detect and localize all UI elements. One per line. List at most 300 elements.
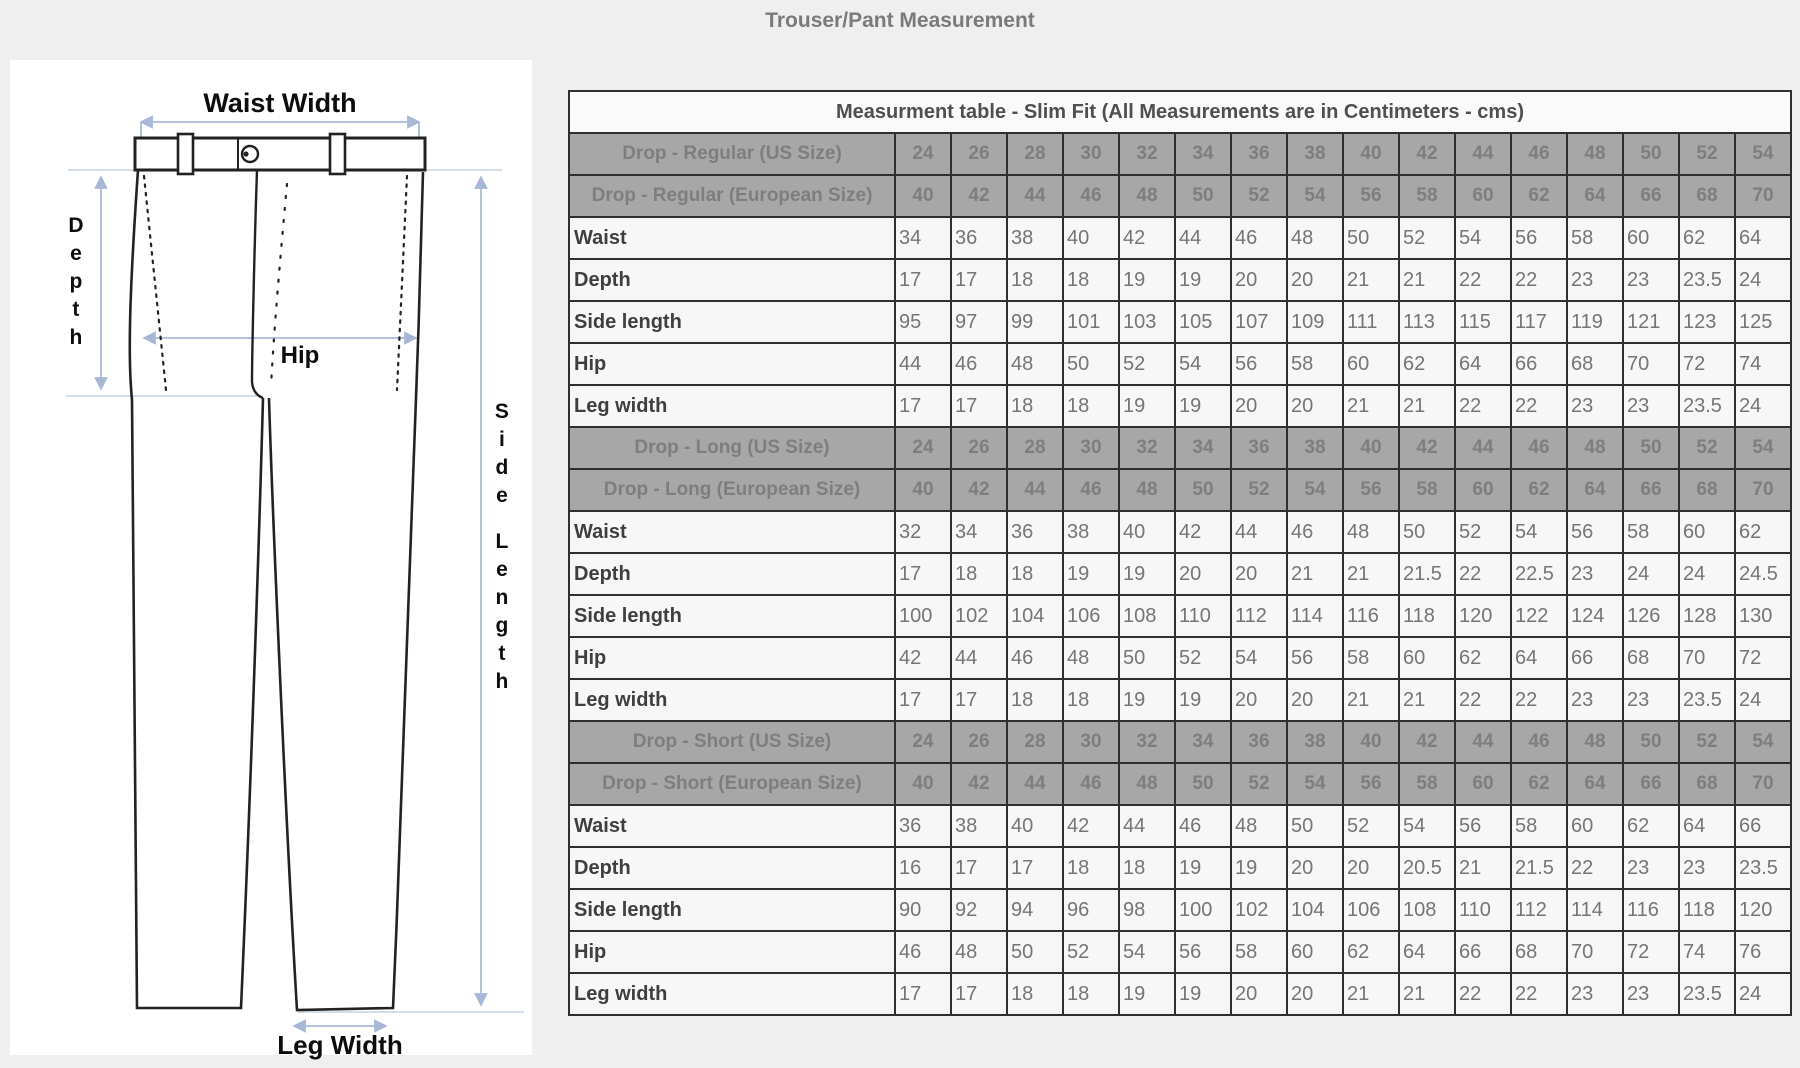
measurement-value-cell: 19 [1119, 385, 1175, 427]
measurement-row [569, 679, 1791, 721]
us-size-cell: 26 [951, 133, 1007, 175]
page-title: Trouser/Pant Measurement [765, 9, 1035, 32]
measurement-value-cell: 19 [1063, 553, 1119, 595]
measurement-value-cell: 50 [1007, 931, 1063, 973]
measurement-label: Waist [569, 217, 895, 259]
measurement-label: Side length [569, 301, 895, 343]
eu-size-cell: 44 [1007, 175, 1063, 217]
measurement-value-cell: 21.5 [1511, 847, 1567, 889]
us-size-cell: 36 [1231, 721, 1287, 763]
measurement-value-cell: 48 [1063, 637, 1119, 679]
measurement-value-cell: 120 [1455, 595, 1511, 637]
diagram-label-depth: Depth [68, 214, 84, 349]
measurement-value-cell: 105 [1175, 301, 1231, 343]
us-size-cell: 44 [1455, 427, 1511, 469]
measurement-label: Leg width [569, 385, 895, 427]
trouser-diagram [10, 60, 532, 1060]
measurement-value-cell: 46 [1231, 217, 1287, 259]
measurement-value-cell: 68 [1567, 343, 1623, 385]
measurement-value-cell: 60 [1399, 637, 1455, 679]
eu-size-cell: 62 [1511, 763, 1567, 805]
measurement-value-cell: 17 [951, 259, 1007, 301]
measurement-value-cell: 126 [1623, 595, 1679, 637]
measurement-value-cell: 22 [1455, 553, 1511, 595]
measurement-value-cell: 23.5 [1679, 259, 1735, 301]
measurement-value-cell: 76 [1735, 931, 1791, 973]
measurement-value-cell: 102 [1231, 889, 1287, 931]
eu-size-cell: 44 [1007, 469, 1063, 511]
measurement-value-cell: 96 [1063, 889, 1119, 931]
measurement-value-cell: 60 [1679, 511, 1735, 553]
eu-size-cell: 46 [1063, 763, 1119, 805]
measurement-value-cell: 54 [1399, 805, 1455, 847]
measurement-value-cell: 94 [1007, 889, 1063, 931]
diagram-label-side-length: Side [494, 400, 509, 507]
us-size-cell: 42 [1399, 427, 1455, 469]
measurement-row [569, 553, 1791, 595]
measurement-value-cell: 70 [1623, 343, 1679, 385]
us-size-cell: 46 [1511, 427, 1567, 469]
measurement-value-cell: 52 [1119, 343, 1175, 385]
measurement-value-cell: 21 [1343, 385, 1399, 427]
measurement-value-cell: 20 [1287, 847, 1343, 889]
section-us-label: Drop - Short (US Size) [569, 721, 895, 763]
measurement-row [569, 805, 1791, 847]
eu-size-cell: 70 [1735, 763, 1791, 805]
measurement-value-cell: 60 [1567, 805, 1623, 847]
us-size-cell: 48 [1567, 721, 1623, 763]
measurement-value-cell: 106 [1343, 889, 1399, 931]
measurement-value-cell: 56 [1455, 805, 1511, 847]
measurement-value-cell: 50 [1343, 217, 1399, 259]
measurement-value-cell: 42 [1063, 805, 1119, 847]
us-size-cell: 28 [1007, 427, 1063, 469]
measurement-value-cell: 38 [1007, 217, 1063, 259]
measurement-value-cell: 19 [1175, 973, 1231, 1015]
measurement-label: Depth [569, 259, 895, 301]
measurement-value-cell: 44 [895, 343, 951, 385]
eu-size-cell: 62 [1511, 469, 1567, 511]
measurement-value-cell: 62 [1735, 511, 1791, 553]
measurement-value-cell: 19 [1231, 847, 1287, 889]
section-header-row-eu [569, 763, 1791, 805]
measurement-value-cell: 123 [1679, 301, 1735, 343]
eu-size-cell: 52 [1231, 175, 1287, 217]
measurement-value-cell: 113 [1399, 301, 1455, 343]
measurement-value-cell: 17 [895, 385, 951, 427]
measurement-value-cell: 115 [1455, 301, 1511, 343]
measurement-value-cell: 58 [1623, 511, 1679, 553]
us-size-cell: 30 [1063, 721, 1119, 763]
measurement-value-cell: 21 [1343, 259, 1399, 301]
measurement-value-cell: 54 [1175, 343, 1231, 385]
measurement-value-cell: 23.5 [1679, 679, 1735, 721]
measurement-value-cell: 23.5 [1735, 847, 1791, 889]
measurement-value-cell: 21 [1343, 679, 1399, 721]
measurement-value-cell: 60 [1287, 931, 1343, 973]
measurement-value-cell: 124 [1567, 595, 1623, 637]
measurement-value-cell: 46 [895, 931, 951, 973]
us-size-cell: 50 [1623, 133, 1679, 175]
measurement-value-cell: 18 [1007, 973, 1063, 1015]
measurement-value-cell: 21 [1455, 847, 1511, 889]
us-size-cell: 28 [1007, 721, 1063, 763]
measurement-value-cell: 18 [1063, 259, 1119, 301]
measurement-value-cell: 62 [1399, 343, 1455, 385]
section-eu-label: Drop - Regular (European Size) [569, 175, 895, 217]
us-size-cell: 28 [1007, 133, 1063, 175]
measurement-value-cell: 42 [1175, 511, 1231, 553]
us-size-cell: 36 [1231, 427, 1287, 469]
measurement-value-cell: 104 [1007, 595, 1063, 637]
measurement-value-cell: 18 [1007, 259, 1063, 301]
measurement-row [569, 889, 1791, 931]
us-size-cell: 38 [1287, 133, 1343, 175]
measurement-value-cell: 100 [895, 595, 951, 637]
measurement-value-cell: 18 [1007, 385, 1063, 427]
us-size-cell: 54 [1735, 133, 1791, 175]
measurement-value-cell: 36 [895, 805, 951, 847]
us-size-cell: 48 [1567, 133, 1623, 175]
measurement-value-cell: 62 [1679, 217, 1735, 259]
eu-size-cell: 66 [1623, 175, 1679, 217]
eu-size-cell: 50 [1175, 469, 1231, 511]
eu-size-cell: 66 [1623, 763, 1679, 805]
measurement-value-cell: 109 [1287, 301, 1343, 343]
measurement-value-cell: 20 [1231, 973, 1287, 1015]
measurement-value-cell: 50 [1119, 637, 1175, 679]
eu-size-cell: 44 [1007, 763, 1063, 805]
measurement-value-cell: 108 [1119, 595, 1175, 637]
eu-size-cell: 64 [1567, 175, 1623, 217]
eu-size-cell: 42 [951, 175, 1007, 217]
measurement-value-cell: 24 [1735, 259, 1791, 301]
measurement-value-cell: 22 [1455, 259, 1511, 301]
measurement-value-cell: 21 [1287, 553, 1343, 595]
measurement-value-cell: 52 [1343, 805, 1399, 847]
measurement-value-cell: 54 [1231, 637, 1287, 679]
measurement-value-cell: 122 [1511, 595, 1567, 637]
measurement-value-cell: 68 [1623, 637, 1679, 679]
measurement-value-cell: 24 [1735, 973, 1791, 1015]
table-body [569, 133, 1791, 1015]
measurement-value-cell: 120 [1735, 889, 1791, 931]
measurement-value-cell: 112 [1511, 889, 1567, 931]
diagram-label-hip: Hip [280, 342, 320, 369]
measurement-value-cell: 110 [1175, 595, 1231, 637]
measurement-value-cell: 54 [1455, 217, 1511, 259]
measurement-value-cell: 19 [1175, 679, 1231, 721]
us-size-cell: 26 [951, 427, 1007, 469]
measurement-value-cell: 95 [895, 301, 951, 343]
measurement-label: Leg width [569, 973, 895, 1015]
eu-size-cell: 58 [1399, 763, 1455, 805]
eu-size-cell: 60 [1455, 175, 1511, 217]
measurement-row [569, 385, 1791, 427]
measurement-value-cell: 40 [1063, 217, 1119, 259]
measurement-value-cell: 34 [895, 217, 951, 259]
trouser-outline-drawing [10, 60, 532, 1055]
measurement-value-cell: 24 [1735, 385, 1791, 427]
us-size-cell: 52 [1679, 427, 1735, 469]
measurement-value-cell: 18 [1007, 679, 1063, 721]
measurement-value-cell: 44 [1175, 217, 1231, 259]
eu-size-cell: 64 [1567, 469, 1623, 511]
eu-size-cell: 70 [1735, 469, 1791, 511]
measurement-value-cell: 118 [1399, 595, 1455, 637]
measurement-value-cell: 97 [951, 301, 1007, 343]
measurement-value-cell: 20 [1231, 679, 1287, 721]
measurement-value-cell: 66 [1511, 343, 1567, 385]
measurement-label: Waist [569, 511, 895, 553]
measurement-value-cell: 42 [895, 637, 951, 679]
measurement-value-cell: 119 [1567, 301, 1623, 343]
measurement-value-cell: 17 [895, 973, 951, 1015]
measurement-value-cell: 23 [1623, 385, 1679, 427]
eu-size-cell: 68 [1679, 763, 1735, 805]
measurement-value-cell: 50 [1399, 511, 1455, 553]
us-size-cell: 40 [1343, 721, 1399, 763]
diagram-label-waist-width: Waist Width [203, 88, 357, 118]
measurement-value-cell: 106 [1063, 595, 1119, 637]
eu-size-cell: 68 [1679, 469, 1735, 511]
table-title: Measurment table - Slim Fit (All Measurements are in Centimeters - cms) [569, 91, 1791, 133]
measurement-value-cell: 18 [1119, 847, 1175, 889]
eu-size-cell: 56 [1343, 763, 1399, 805]
measurement-value-cell: 20 [1231, 259, 1287, 301]
measurement-value-cell: 21 [1343, 973, 1399, 1015]
measurement-value-cell: 20 [1175, 553, 1231, 595]
eu-size-cell: 60 [1455, 763, 1511, 805]
eu-size-cell: 70 [1735, 175, 1791, 217]
measurement-value-cell: 23 [1679, 847, 1735, 889]
section-us-label: Drop - Long (US Size) [569, 427, 895, 469]
measurement-value-cell: 22 [1511, 679, 1567, 721]
measurement-value-cell: 44 [951, 637, 1007, 679]
section-header-row-us [569, 721, 1791, 763]
eu-size-cell: 40 [895, 763, 951, 805]
measurement-value-cell: 58 [1287, 343, 1343, 385]
eu-size-cell: 42 [951, 469, 1007, 511]
measurement-value-cell: 48 [1287, 217, 1343, 259]
measurement-value-cell: 46 [1007, 637, 1063, 679]
section-header-row-eu [569, 469, 1791, 511]
measurement-value-cell: 104 [1287, 889, 1343, 931]
measurement-value-cell: 121 [1623, 301, 1679, 343]
eu-size-cell: 50 [1175, 763, 1231, 805]
measurement-value-cell: 23 [1567, 973, 1623, 1015]
measurement-label: Hip [569, 637, 895, 679]
eu-size-cell: 62 [1511, 175, 1567, 217]
us-size-cell: 24 [895, 133, 951, 175]
measurement-value-cell: 42 [1119, 217, 1175, 259]
eu-size-cell: 64 [1567, 763, 1623, 805]
measurement-value-cell: 22 [1567, 847, 1623, 889]
measurement-value-cell: 22 [1511, 973, 1567, 1015]
eu-size-cell: 54 [1287, 763, 1343, 805]
measurement-value-cell: 130 [1735, 595, 1791, 637]
diagram-label-side-length-2: Length [495, 530, 509, 693]
measurement-row [569, 637, 1791, 679]
us-size-cell: 32 [1119, 427, 1175, 469]
us-size-cell: 30 [1063, 427, 1119, 469]
section-eu-label: Drop - Short (European Size) [569, 763, 895, 805]
measurement-value-cell: 24 [1623, 553, 1679, 595]
us-size-cell: 54 [1735, 721, 1791, 763]
us-size-cell: 40 [1343, 427, 1399, 469]
us-size-cell: 30 [1063, 133, 1119, 175]
measurement-value-cell: 23 [1567, 385, 1623, 427]
measurement-value-cell: 72 [1679, 343, 1735, 385]
measurement-row [569, 973, 1791, 1015]
measurement-value-cell: 22 [1455, 973, 1511, 1015]
measurement-value-cell: 46 [1287, 511, 1343, 553]
measurement-value-cell: 17 [895, 679, 951, 721]
us-size-cell: 26 [951, 721, 1007, 763]
measurement-value-cell: 24 [1735, 679, 1791, 721]
measurement-value-cell: 54 [1511, 511, 1567, 553]
measurement-value-cell: 52 [1455, 511, 1511, 553]
eu-size-cell: 48 [1119, 763, 1175, 805]
measurement-value-cell: 18 [1007, 553, 1063, 595]
measurement-value-cell: 17 [1007, 847, 1063, 889]
measurement-value-cell: 48 [1007, 343, 1063, 385]
eu-size-cell: 40 [895, 469, 951, 511]
measurement-row [569, 343, 1791, 385]
eu-size-cell: 66 [1623, 469, 1679, 511]
measurement-value-cell: 60 [1623, 217, 1679, 259]
measurement-value-cell: 48 [1231, 805, 1287, 847]
us-size-cell: 24 [895, 721, 951, 763]
measurement-value-cell: 20 [1287, 679, 1343, 721]
measurement-value-cell: 56 [1511, 217, 1567, 259]
measurement-value-cell: 125 [1735, 301, 1791, 343]
measurement-row [569, 511, 1791, 553]
measurement-value-cell: 64 [1679, 805, 1735, 847]
measurement-value-cell: 114 [1287, 595, 1343, 637]
section-us-label: Drop - Regular (US Size) [569, 133, 895, 175]
eu-size-cell: 52 [1231, 469, 1287, 511]
eu-size-cell: 42 [951, 763, 1007, 805]
measurement-value-cell: 90 [895, 889, 951, 931]
measurement-value-cell: 70 [1679, 637, 1735, 679]
measurement-row [569, 595, 1791, 637]
measurement-label: Side length [569, 595, 895, 637]
eu-size-cell: 68 [1679, 175, 1735, 217]
measurement-label: Side length [569, 889, 895, 931]
us-size-cell: 50 [1623, 721, 1679, 763]
eu-size-cell: 54 [1287, 469, 1343, 511]
measurement-value-cell: 108 [1399, 889, 1455, 931]
measurement-value-cell: 36 [951, 217, 1007, 259]
us-size-cell: 34 [1175, 133, 1231, 175]
measurement-value-cell: 72 [1735, 637, 1791, 679]
measurement-value-cell: 62 [1343, 931, 1399, 973]
measurement-value-cell: 58 [1511, 805, 1567, 847]
us-size-cell: 48 [1567, 427, 1623, 469]
measurement-value-cell: 56 [1175, 931, 1231, 973]
measurement-value-cell: 58 [1343, 637, 1399, 679]
measurement-value-cell: 23.5 [1679, 385, 1735, 427]
measurement-value-cell: 117 [1511, 301, 1567, 343]
measurement-value-cell: 19 [1175, 385, 1231, 427]
measurement-value-cell: 99 [1007, 301, 1063, 343]
measurement-value-cell: 66 [1735, 805, 1791, 847]
measurement-value-cell: 66 [1567, 637, 1623, 679]
measurement-value-cell: 22 [1511, 385, 1567, 427]
section-header-row-eu [569, 175, 1791, 217]
measurement-value-cell: 32 [895, 511, 951, 553]
section-header-row-us [569, 427, 1791, 469]
measurement-row [569, 847, 1791, 889]
measurement-value-cell: 24 [1679, 553, 1735, 595]
eu-size-cell: 60 [1455, 469, 1511, 511]
measurement-value-cell: 40 [1119, 511, 1175, 553]
measurement-value-cell: 110 [1455, 889, 1511, 931]
measurement-value-cell: 56 [1287, 637, 1343, 679]
measurement-value-cell: 20 [1287, 385, 1343, 427]
eu-size-cell: 56 [1343, 175, 1399, 217]
measurement-value-cell: 50 [1287, 805, 1343, 847]
measurement-value-cell: 23 [1567, 259, 1623, 301]
measurement-value-cell: 58 [1231, 931, 1287, 973]
measurement-value-cell: 18 [1063, 679, 1119, 721]
eu-size-cell: 46 [1063, 175, 1119, 217]
measurement-label: Depth [569, 553, 895, 595]
us-size-cell: 54 [1735, 427, 1791, 469]
measurement-value-cell: 103 [1119, 301, 1175, 343]
measurement-value-cell: 100 [1175, 889, 1231, 931]
measurement-value-cell: 17 [951, 385, 1007, 427]
measurement-value-cell: 62 [1623, 805, 1679, 847]
measurement-label: Leg width [569, 679, 895, 721]
measurement-value-cell: 20 [1343, 847, 1399, 889]
measurement-value-cell: 116 [1343, 595, 1399, 637]
measurement-value-cell: 23 [1623, 973, 1679, 1015]
measurement-value-cell: 40 [1007, 805, 1063, 847]
measurement-value-cell: 48 [1343, 511, 1399, 553]
measurement-value-cell: 18 [1063, 847, 1119, 889]
measurement-row [569, 301, 1791, 343]
measurement-value-cell: 22.5 [1511, 553, 1567, 595]
measurement-value-cell: 16 [895, 847, 951, 889]
measurement-value-cell: 19 [1119, 259, 1175, 301]
measurement-value-cell: 17 [951, 973, 1007, 1015]
measurement-value-cell: 23 [1567, 553, 1623, 595]
measurement-value-cell: 118 [1679, 889, 1735, 931]
eu-size-cell: 56 [1343, 469, 1399, 511]
measurement-value-cell: 23 [1623, 259, 1679, 301]
measurement-value-cell: 46 [1175, 805, 1231, 847]
measurement-value-cell: 23.5 [1679, 973, 1735, 1015]
eu-size-cell: 50 [1175, 175, 1231, 217]
measurement-value-cell: 60 [1343, 343, 1399, 385]
measurement-value-cell: 34 [951, 511, 1007, 553]
measurement-value-cell: 22 [1455, 679, 1511, 721]
measurement-value-cell: 38 [951, 805, 1007, 847]
measurement-value-cell: 19 [1119, 973, 1175, 1015]
measurement-label: Hip [569, 343, 895, 385]
measurement-value-cell: 19 [1119, 679, 1175, 721]
measurement-row [569, 259, 1791, 301]
measurement-value-cell: 56 [1567, 511, 1623, 553]
measurement-value-cell: 74 [1679, 931, 1735, 973]
measurement-value-cell: 19 [1175, 847, 1231, 889]
us-size-cell: 38 [1287, 427, 1343, 469]
measurement-value-cell: 74 [1735, 343, 1791, 385]
us-size-cell: 32 [1119, 133, 1175, 175]
measurement-row [569, 931, 1791, 973]
